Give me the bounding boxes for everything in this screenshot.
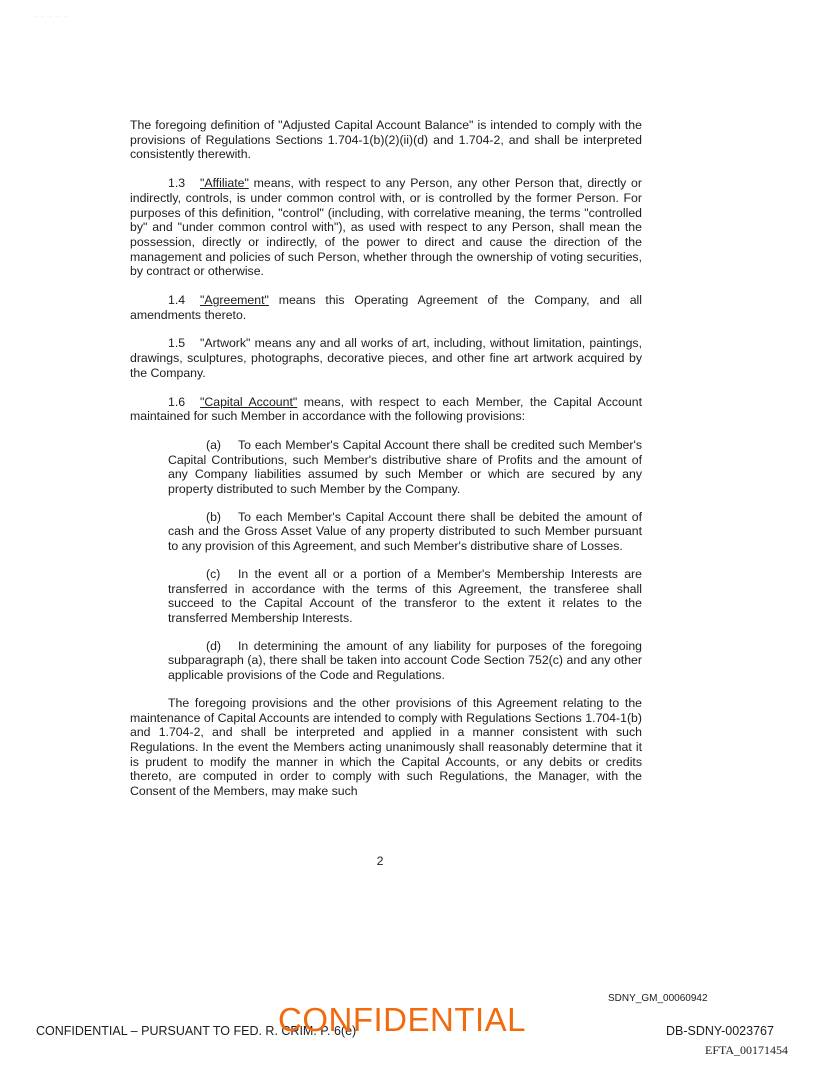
defined-term: "Agreement" [200,293,269,308]
efta-number: EFTA_00171454 [705,1043,789,1057]
subparagraph-text: To each Member's Capital Account there shall be credited such Member's Capital Contributions, such Member's distributive share of Profits and the amount of any Company liabilities assumed by such Member or which are secured by any property distributed to such Member by the Company. [168,437,642,497]
subparagraph-text: To each Member's Capital Account there shall be debited the amount of cash and the Gross Asset Value of any property distributed to such Member pursuant to any provision of this Agreement, and such Member's distributive share of Losses. [168,509,642,554]
section-number: 1.6 [168,394,186,409]
closing-paragraph: The foregoing provisions and the other provisions of this Agreement relating to the maintenance of Capital Accounts are intended to comply with Regulations Sections 1.704-1(b) and 1.704-2, and shall be interpreted and applied in a manner consistent with such Regulations. In the event the Members acting unanimously shall reasonably determine that it is prudent to modify the manner in which the Capital Accounts, or any debits or credits thereto, are computed in order to comply with such Regulations, the Manager, with the Consent of the Members, may make such [130,695,642,799]
subparagraph-c [168,567,642,626]
document-id: DB-SDNY-0023767 [666,1024,774,1038]
subparagraph-label: (b) [206,509,222,524]
subparagraph-d [168,639,642,683]
subparagraph-b [168,510,642,554]
section-text: means, with respect to any Person, any other Person that, directly or indirectly, controls, is under common control with, or is controlled by the former Person. For purposes of this definition, "control" (including, with correlative meaning, the terms "controlled by" and "under common control with"), as used with respect to any Person, shall mean the possession, directly or indirectly, of the power to direct and cause the direction of the management and policies of such Person, whether through the ownership of voting securities, by contract or otherwise. [130,176,642,279]
defined-term: "Affiliate" [200,176,249,191]
subparagraph-label: (d) [206,638,222,653]
section-1-3 [130,176,642,279]
scan-mark: · · · · · [34,14,69,20]
section-text: means any and all works of art, including, without limitation, paintings, drawings, sculptures, photographs, decorative pieces, and other fine art artwork acquired by the Company. [130,336,642,380]
intro-paragraph: The foregoing definition of "Adjusted Capital Account Balance" is intended to comply with the provisions of Regulations Sections 1.704-1(b)(2)(ii)(d) and 1.704-2, and shall be interpreted consistently therewith. [130,118,642,162]
section-number: 1.5 [168,336,186,351]
subparagraph-a [168,438,642,497]
bates-number: SDNY_GM_00060942 [608,993,708,1004]
subparagraph-text: In the event all or a portion of a Member's Membership Interests are transferred in accordance with the terms of this Agreement, the transferee shall succeed to the Capital Account of the transferor to the extent it relates to the transferred Membership Interests. [168,566,642,625]
section-1-6 [130,395,642,424]
subparagraph-label: (c) [206,566,221,581]
defined-term: "Artwork" [200,336,251,351]
section-1-5 [130,336,642,380]
section-number: 1.3 [168,176,186,191]
section-1-4 [130,293,642,322]
defined-term: "Capital Account" [200,394,298,409]
section-text: means, with respect to each Member, the Capital Account maintained for such Member in accordance with the following provisions: [130,394,642,424]
confidential-stamp: CONFIDENTIAL [278,1001,527,1038]
section-text: means this Operating Agreement of the Company, and all amendments thereto. [130,293,642,322]
subparagraph-text: In determining the amount of any liability for purposes of the foregoing subparagraph (a), there shall be taken into account Code Section 752(c) and any other applicable provisions of the Code and Regulations. [168,638,642,683]
page-number: 2 [376,854,384,868]
subparagraph-label: (a) [206,437,222,452]
confidentiality-notice: CONFIDENTIAL – PURSUANT TO FED. R. CRIM. P. 6(e) [36,1024,357,1038]
document-body [130,118,642,813]
section-number: 1.4 [168,293,186,308]
